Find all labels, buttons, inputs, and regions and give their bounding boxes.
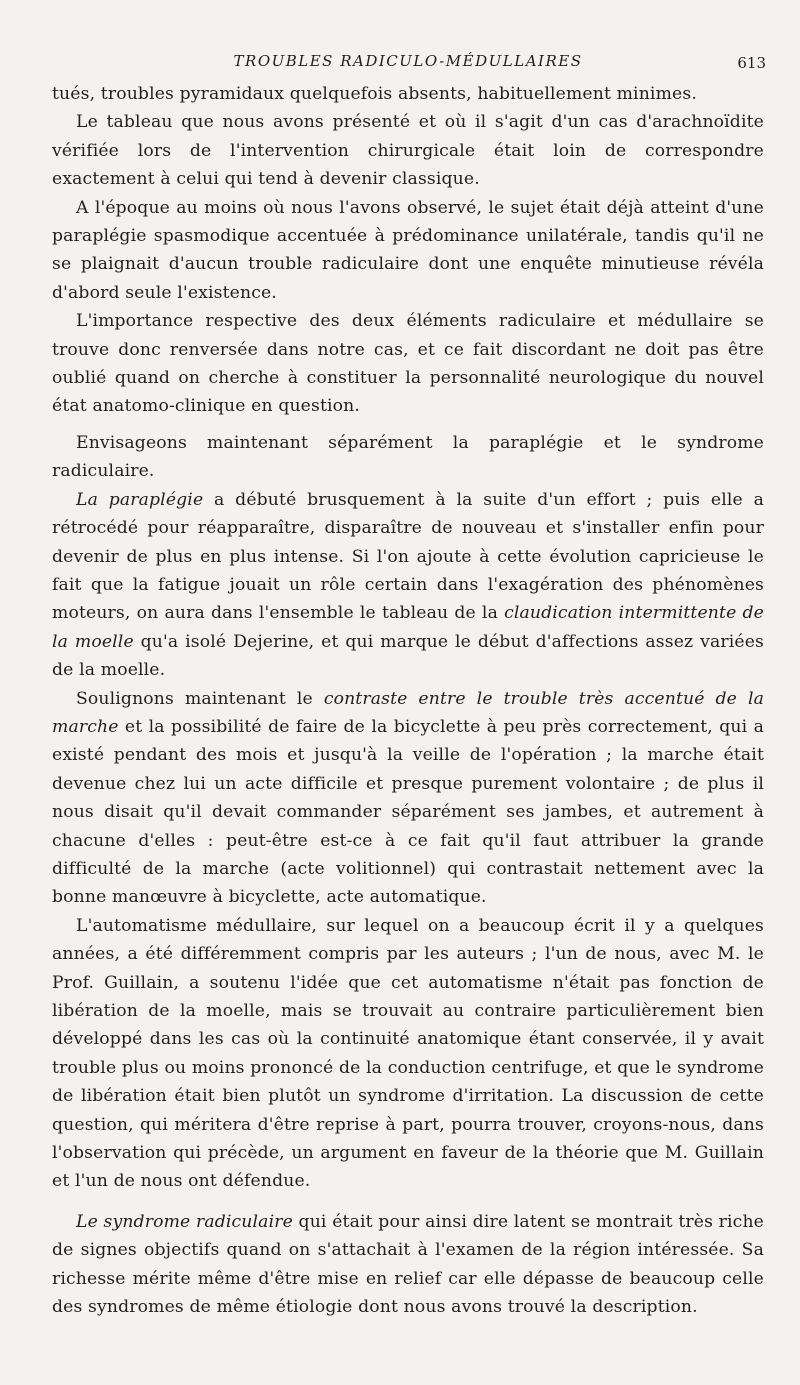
italic-term: La paraplégie <box>76 489 204 510</box>
paragraph: Soulignons maintenant le contraste entre le trouble très accentué de la marche et la possibilité de faire de la bicyclette à peu près correctement, qui a existé pendant des mois et jusqu'à la veille de l'opération ; la marche était devenue chez lui un acte difficile et presque purement volontaire ; de plus il nous disait qu'il devait commander séparément ses jambes, et autrement à chacune d'elles : peut-être est-ce à ce fait qu'il faut attribuer la grande difficulté de la marche (acte volitionnel) qui contrastait nettement avec la bonne manœuvre à bicyclette, acte automatique. <box>52 688 764 908</box>
paragraph: L'importance respective des deux éléments radiculaire et médullaire se trouve donc renversée dans notre cas, et ce fait discordant ne doit pas être oublié quand on cherche à constituer la personnalité neurologique du nouvel état anatomo-clinique en question. <box>52 311 764 417</box>
paragraph: Le tableau que nous avons présenté et où il s'agit d'un cas d'arachnoïdite vérifiée lors de l'intervention chirurgicale était loin de correspondre exactement à celui qui tend à devenir classique. <box>52 112 764 190</box>
body-text <box>52 80 764 1321</box>
paragraph: Le syndrome radiculaire qui était pour ainsi dire latent se montrait très riche de signes objectifs quand on s'attachait à l'examen de la région intéressée. Sa richesse mérite même d'être mise en relief car elle dépasse de beaucoup celle des syndromes de même étiologie dont nous avons trouvé la description. <box>52 1211 764 1318</box>
paragraph: L'automatisme médullaire, sur lequel on a beaucoup écrit il y a quelques années, a été différemment compris par les auteurs ; l'un de nous, avec M. le Prof. Guillain, a soutenu l'idée que cet automatisme n'était pas fonction de libération de la moelle, mais se trouvait au contraire particulièrement bien développé dans les cas où la continuité anatomique étant conservée, il y avait trouble plus ou moins prononcé de la conduction centrifuge, et que le syndrome de libération était bien plutôt un syndrome d'irritation. La discussion de cette question, qui méritera d'être reprise à part, pourra trouver, croyons-nous, dans l'observation qui précède, un argument en faveur de la théorie que M. Guillain et l'un de nous ont défendue. <box>52 915 764 1192</box>
italic-term: Le syndrome radiculaire <box>76 1211 293 1232</box>
paragraph: Envisageons maintenant séparément la paraplégie et le syndrome radiculaire. <box>52 432 764 482</box>
italic-term: contraste entre le trouble très accentué de la marche <box>52 688 764 737</box>
paragraph: La paraplégie a débuté brusquement à la suite d'un effort ; puis elle a rétrocédé pour réapparaître, disparaître de nouveau et s'installer enfin pour devenir de plus en plus intense. Si l'on ajoute à cette évolution capricieuse le fait que la fatigue jouait un rôle certain dans l'exagération des phénomènes moteurs, on aura dans l'ensemble le tableau de la claudication intermittente de la moelle qu'a isolé Dejerine, et qui marque le début d'affections assez variées de la moelle. <box>52 489 764 681</box>
paragraph: A l'époque au moins où nous l'avons observé, le sujet était déjà atteint d'une paraplégie spasmodique accentuée à prédominance unilatérale, tandis qu'il ne se plaignait d'aucun trouble radiculaire dont une enquête minutieuse révéla d'abord seule l'existence. <box>52 197 764 303</box>
page-header <box>52 50 764 80</box>
italic-term: claudication intermittente de la moelle <box>52 603 764 652</box>
page-number: 613 <box>737 54 766 72</box>
page <box>52 50 764 1321</box>
paragraph: tués, troubles pyramidaux quelquefois absents, habituellement minimes. <box>52 84 697 104</box>
running-title: TROUBLES RADICULO-MÉDULLAIRES <box>233 52 583 70</box>
